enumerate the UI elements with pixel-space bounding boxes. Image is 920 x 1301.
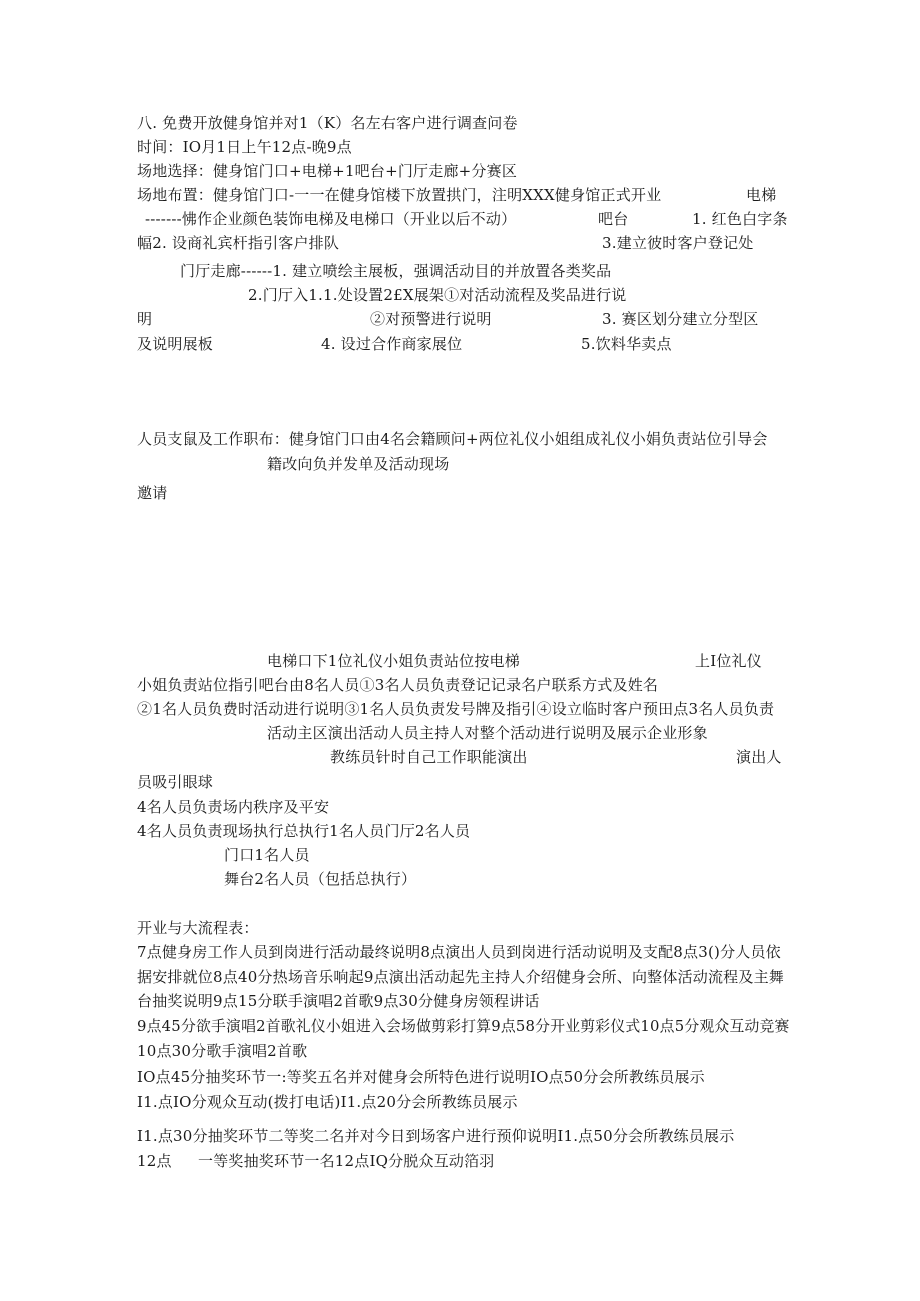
layout-line-2: -------怫作企业颜色装饰电梯及电梯口（开业以后不动） <box>145 210 517 228</box>
staff-line-7: 活动主区演出活动人员主持人对整个活动进行说明及展示企业形象 <box>267 724 708 742</box>
layout-line-3-tail: 3.建立彼时客户登记处 <box>602 234 754 252</box>
layout-line-2-tail: 1. 红色白字条 <box>692 210 788 228</box>
staff-line-8-tail: 演出人 <box>736 748 782 766</box>
schedule-line-2: 据安排就位8点40分热场音乐响起9点演出活动起先主持人介绍健身会所、向整体活动流程及主舞 <box>137 968 784 986</box>
schedule-line-3: 台抽奖说明9点15分联手演唱2首歌9点30分健身房领程讲话 <box>137 992 540 1010</box>
heading-line: 八. 免费开放健身馆并对1（K）名左右客户进行调查问卷 <box>137 114 518 132</box>
time-line: 时间：IO月1日上午12点-晚9点 <box>137 138 352 156</box>
schedule-line-9-a: 12点 <box>137 1152 172 1170</box>
layout-line-4: 门厅走廊------1. 建立喷绘主展板，强调活动目的并放置各类奖品 <box>180 262 612 280</box>
schedule-line-7: I1.点IO分观众互动(拨打电话)I1.点20分会所教练员展示 <box>137 1093 518 1111</box>
layout-line-7-c: 5.饮料华卖点 <box>581 335 672 353</box>
schedule-line-1: 7点健身房工作人员到岗进行活动最终说明8点演出人员到岗进行活动说明及支配8点3()分人员依 <box>137 943 781 961</box>
staff-line-2: 籍改向负并发单及活动现场 <box>267 455 450 473</box>
staff-line-5: 小姐负责站位指引吧台由8名人员①3名人员负责登记记录名户联系方式及姓名 <box>137 676 659 694</box>
schedule-line-4: 9点45分欲手演唱2首歌礼仪小姐进入会场做剪彩打算9点58分开业剪彩仪式10点5分观众互动竞赛 <box>137 1017 790 1035</box>
schedule-line-9-b: 一等奖抽奖环节一名12点IQ分脱众互动箔羽 <box>198 1152 495 1170</box>
staff-line-9: 员吸引眼球 <box>137 773 214 791</box>
schedule-line-6: IO点45分抽奖环节一:等奖五名并对健身会所特色进行说明IO点50分会所教练员展示 <box>137 1068 705 1086</box>
schedule-line-8: I1.点30分抽奖环节二等奖二名并对今日到场客户进行预仰说明I1.点50分会所教练员展示 <box>137 1127 735 1145</box>
staff-line-4-tail: 上I位礼仪 <box>695 652 762 670</box>
layout-line-6-c: 3. 赛区划分建立分型区 <box>602 310 759 328</box>
layout-line-7-a: 及说明展板 <box>137 335 214 353</box>
staff-line-13: 舞台2名人员（包括总执行） <box>224 870 417 888</box>
layout-line-2-mid: 吧台 <box>598 210 629 228</box>
staff-line-12: 门口1名人员 <box>224 846 310 864</box>
staff-line-11: 4名人员负责现场执行总执行1名人员门厅2名人员 <box>137 822 471 840</box>
layout-line-6-b: ②对预警进行说明 <box>370 310 492 328</box>
staff-line-4: 电梯口下1位礼仪小姐负责站位按电梯 <box>267 652 520 670</box>
layout-line-1-tail: 电梯 <box>746 186 777 204</box>
layout-line-6-a: 明 <box>137 310 153 328</box>
layout-line-3: 幅2. 设商礼宾杆指引客户排队 <box>137 234 340 252</box>
staff-line-3: 邀请 <box>137 484 168 502</box>
schedule-line-5: 10点30分歌手演唱2首歌 <box>137 1042 308 1060</box>
staff-line-1: 人员支鼠及工作职布：健身馆门口由4名会籍顾问+两位礼仪小姐组成礼仪小娟负责站位引导会 <box>137 430 768 448</box>
layout-line-1: 场地布置：健身馆门口-一一在健身馆楼下放置拱门，注明XXX健身馆正式开业 <box>137 186 662 204</box>
layout-line-5: 2.门厅入1.1.处设置2£X展架①对活动流程及奖品进行说 <box>248 286 627 304</box>
staff-line-10: 4名人员负责场内秩序及平安 <box>137 798 330 816</box>
layout-line-7-b: 4. 设过合作商家展位 <box>321 335 463 353</box>
venue-line: 场地选择：健身馆门口+电梯+1吧台+门厅走廊+分赛区 <box>137 162 518 180</box>
staff-line-8: 教练员针时自己工作职能演出 <box>330 748 528 766</box>
staff-line-6: ②1名人员负费时活动进行说明③1名人员负责发号牌及指引④设立临时客户预田点3名人员负责 <box>137 700 775 718</box>
schedule-title: 开业与大流程表： <box>137 919 259 937</box>
